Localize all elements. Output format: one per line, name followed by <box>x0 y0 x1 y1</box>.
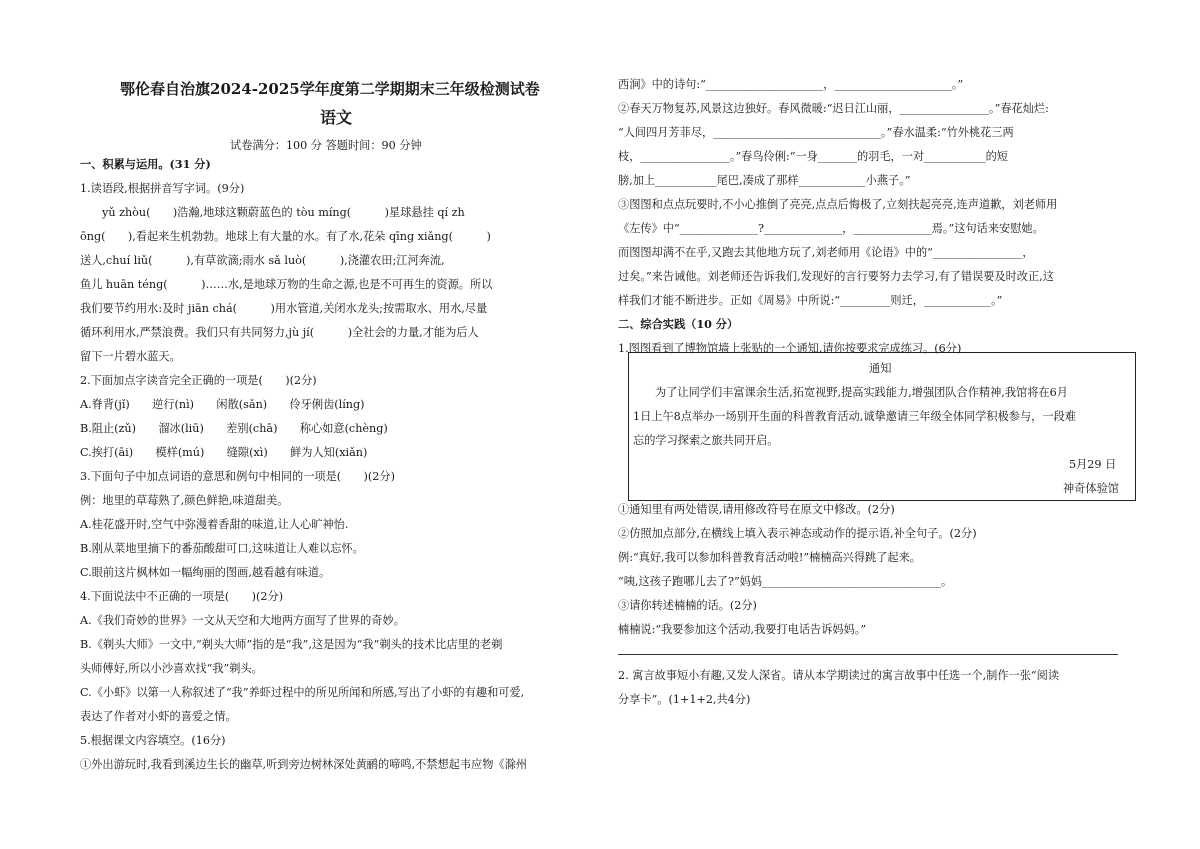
notice-signer: 神奇体验馆 <box>1063 482 1119 495</box>
question-5: 5.根据课文内容填空。(16分) <box>80 734 226 747</box>
notice-body: 忘的学习探索之旅共同开启。 <box>633 434 779 447</box>
option-b: B.阻止(zǔ) 溜冰(liū) 差别(chā) 称心如意(chèng) <box>80 422 388 435</box>
fill-line: 膀,加上___________尾巴,凑成了那样____________小燕子。” <box>618 174 911 187</box>
question-5-line: ①外出游玩时,我看到溪边生长的幽草,听到旁边树林深处黄鹂的啼鸣,不禁想起韦应物《滁州 <box>80 758 527 771</box>
option-b-cont: 头师傅好,所以小沙喜欢找“我”剃头。 <box>80 662 263 675</box>
fill-line: “咦,这孩子跑哪儿去了?”妈妈________________________________。 <box>618 575 953 588</box>
practice-question-2-cont: 分享卡”。(1+1+2,共4分) <box>618 693 751 706</box>
notice-body: 为了让同学们丰富课余生活,拓宽视野,提高实践能力,增强团队合作精神,我馆将在6月 <box>655 386 1068 399</box>
option-b: B.刚从菜地里摘下的番茄酸甜可口,这味道让人难以忘怀。 <box>80 542 364 555</box>
sub-question: ①通知里有两处错误,请用修改符号在原文中修改。(2分) <box>618 503 895 516</box>
exam-meta: 试卷满分：100 分 答题时间：90 分钟 <box>230 139 422 152</box>
section-heading: 一、积累与运用。(31 分) <box>80 157 211 171</box>
option-c-cont: 表达了作者对小虾的喜爱之情。 <box>80 710 237 723</box>
fill-line: 过矣。”来告诫他。刘老师还告诉我们,发现好的言行要努力去学习,有了错误要及时改正,这 <box>618 270 1054 283</box>
passage-line: ōng( ),看起来生机勃勃。地球上有大量的水。有了水,花朵 qīng xiǎng( ) <box>80 230 491 243</box>
question-2: 2.下面加点字读音完全正确的一项是( )(2分) <box>80 374 317 387</box>
quote-line: 楠楠说:“我要参加这个活动,我要打电话告诉妈妈。” <box>618 623 867 636</box>
answer-line <box>618 654 1118 655</box>
subject-title: 语文 <box>320 108 353 127</box>
passage-line: yǔ zhòu( )浩瀚,地球这颗蔚蓝色的 tòu míng( )星球悬挂 qí zh <box>102 206 465 219</box>
fill-line: ③图图和点点玩要时,不小心推倒了亮亮,点点后悔极了,立刻扶起亮亮,连声道歉，刘老师用 <box>618 198 1058 211</box>
fill-line: 而图图却满不在乎,又跑去其他地方玩了,刘老师用《论语》中的“________________， <box>618 246 1034 259</box>
option-b: B.《剃头大师》一文中,“剃头大师”指的是“我”,这是因为“我”剃头的技术比店里的老剃 <box>80 638 503 651</box>
option-a: A.脊背(jǐ) 逆行(nì) 闲散(sǎn) 伶牙俐齿(líng) <box>80 398 365 411</box>
section-heading: 二、综合实践（10 分） <box>618 317 739 331</box>
option-a: A.《我们奇妙的世界》一文从天空和大地两方面写了世界的奇妙。 <box>80 614 405 627</box>
exam-title: 鄂伦春自治旗2024-2025学年度第二学期期末三年级检测试卷 <box>120 80 540 98</box>
practice-question-1: 1.图图看到了博物馆墙上张贴的一个通知,请你按要求完成练习。(6分) <box>618 342 962 355</box>
sub-question: ③请你转述楠楠的话。(2分) <box>618 599 757 612</box>
fill-line: 样我们才能不断进步。正如《周易》中所说:“_________则迁，____________。” <box>618 294 1003 307</box>
question-1: 1.读语段,根据拼音写字词。(9分) <box>80 182 245 195</box>
fill-line: “人间四月芳菲尽，______________________________。”春水温柔:“竹外桃花三两 <box>618 126 1014 139</box>
notice-box <box>628 352 1136 501</box>
passage-line: 循环利用水,严禁浪费。我们只有共同努力,jù jí( )全社会的力量,才能为后人 <box>80 326 479 339</box>
option-c: C.《小虾》以第一人称叙述了“我”养虾过程中的所见所闻和所感,写出了小虾的有趣和可爱, <box>80 686 525 699</box>
fill-line: 西涧》中的诗句:“_____________________，_____________________。” <box>618 78 964 91</box>
passage-line: 鱼儿 huān téng( )……水,是地球万物的生命之源,也是不可再生的资源。所以 <box>80 278 493 291</box>
fill-line: ②春天万物复苏,风景这边独好。春风微暖:“迟日江山丽，________________。”春花灿烂: <box>618 102 1049 115</box>
fill-line: 《左传》中“______________?______________，______________焉。”这句话来安慰她。 <box>618 222 1044 235</box>
option-c: C.挨打(āi) 模样(mú) 缝隙(xì) 鲜为人知(xiǎn) <box>80 446 368 459</box>
passage-line: 留下一片碧水蓝天。 <box>80 350 181 363</box>
notice-heading: 通知 <box>869 362 892 375</box>
practice-question-2: 2. 寓言故事短小有趣,又发人深省。请从本学期读过的寓言故事中任选一个,制作一张“阅读 <box>618 669 1060 682</box>
notice-body: 1日上午8点举办一场别开生面的科普教育活动,诚挚邀请三年级全体同学积极参与，一段难 <box>633 410 1076 423</box>
notice-date: 5月29 日 <box>1069 458 1117 471</box>
sub-question: ②仿照加点部分,在横线上填入表示神态或动作的提示语,补全句子。(2分) <box>618 527 977 540</box>
passage-line: 送人,chuí liǔ( ),有草欲滴;雨水 sǎ luò( ),浇灌农田;江河奔流, <box>80 254 445 267</box>
option-c: C.眼前这片枫林如一幅绚丽的图画,越看越有味道。 <box>80 566 331 579</box>
question-3: 3.下面句子中加点词语的意思和例句中相同的一项是( )(2分) <box>80 470 395 483</box>
example-line: 例：地里的草莓熟了,颜色鲜艳,味道甜美。 <box>80 494 289 507</box>
passage-line: 我们要节约用水:及时 jiān chá( )用水管道,关闭水龙头;按需取水、用水,尽量 <box>80 302 488 315</box>
fill-line: 枝，________________。”春鸟伶俐:“一身_______的羽毛，一对___________的短 <box>618 150 1008 163</box>
example-line: 例:“真好,我可以参加科普教育活动啦!”楠楠高兴得跳了起来。 <box>618 551 921 564</box>
option-a: A.桂花盛开时,空气中弥漫着香甜的味道,让人心旷神怡. <box>80 518 349 531</box>
question-4: 4.下面说法中不正确的一项是( )(2分) <box>80 590 284 603</box>
